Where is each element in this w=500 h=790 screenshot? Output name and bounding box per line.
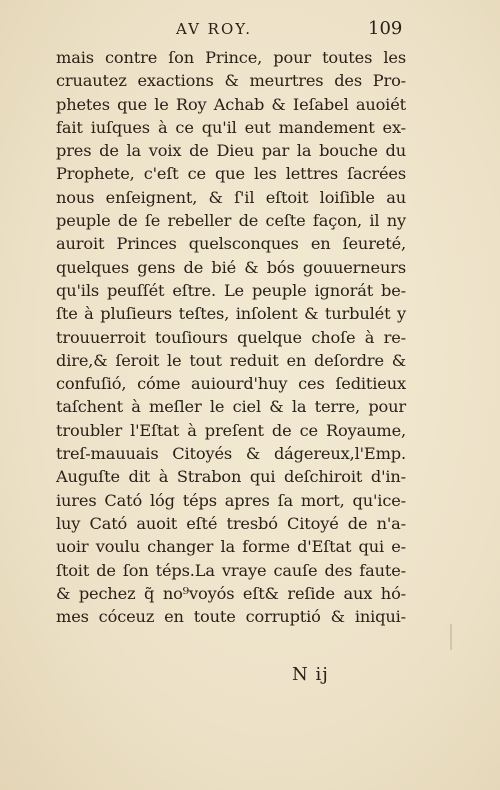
text-line: mais contre ſon Prince, pour toutes les: [56, 48, 406, 67]
text-line: treſ-mauuais Citoyés & dágereux,l'Emp.: [56, 444, 406, 464]
text-line: dire,& ſeroit le tout reduit en deſordre &: [56, 350, 406, 370]
text-line: mes cóceuz en toute corruptió & iniqui-: [56, 607, 406, 627]
text-line: cruautez exactions & meurtres des Pro-: [56, 71, 406, 91]
text-line: nous enſeignent, & ſ'il eſtoit loiſible au: [56, 187, 406, 207]
text-line: iures Cató lóg téps apres ſa mort, qu'ice-: [56, 490, 406, 510]
text-line: peuple de ſe rebeller de ceſte façon, il ny: [56, 211, 406, 231]
text-line: quelques gens de bié & bós gouuerneurs: [56, 257, 406, 277]
text-line: auroit Princes quelsconques en ſeureté,: [56, 234, 406, 254]
running-head: AV ROY.: [176, 20, 253, 38]
body-text: [56, 46, 406, 628]
page-number: 109: [368, 18, 403, 39]
signature-mark: N ij: [292, 664, 329, 685]
text-line: Auguſte dit à Strabon qui deſchiroit d'in-: [56, 467, 406, 487]
text-line: & pechez q̃ no⁹voyós eſt& reſide aux hó-: [56, 583, 406, 603]
text-line: Prophete, c'eſt ce que les lettres ſacrées: [56, 164, 406, 184]
text-line: confuſió, cóme auiourd'huy ces ſeditieux: [56, 374, 406, 394]
text-line: ſte à pluſieurs teſtes, inſolent & turbulét y: [56, 304, 406, 324]
text-line: trouuerroit touſiours quelque choſe à re-: [56, 327, 406, 347]
text-line: uoir voulu changer la forme d'Eſtat qui e-: [56, 537, 406, 557]
text-line: pres de la voix de Dieu par la bouche du: [56, 141, 406, 161]
text-line: taſchent à meſler le ciel & la terre, pour: [56, 397, 406, 417]
text-line: luy Cató auoit eſté tresbó Citoyé de n'a-: [56, 513, 406, 533]
text-line: phetes que le Roy Achab & Ieſabel auoiét: [56, 94, 406, 114]
text-line: fait iuſques à ce qu'il eut mandement ex-: [56, 117, 406, 137]
margin-mark: [450, 624, 452, 650]
text-line: ſtoit de ſon téps.La vraye cauſe des faute-: [56, 560, 406, 580]
text-line: qu'ils peuſſét eſtre. Le peuple ignorát be-: [56, 280, 406, 300]
page-header: [0, 18, 500, 46]
text-line: troubler l'Eſtat à preſent de ce Royaume,: [56, 420, 406, 440]
